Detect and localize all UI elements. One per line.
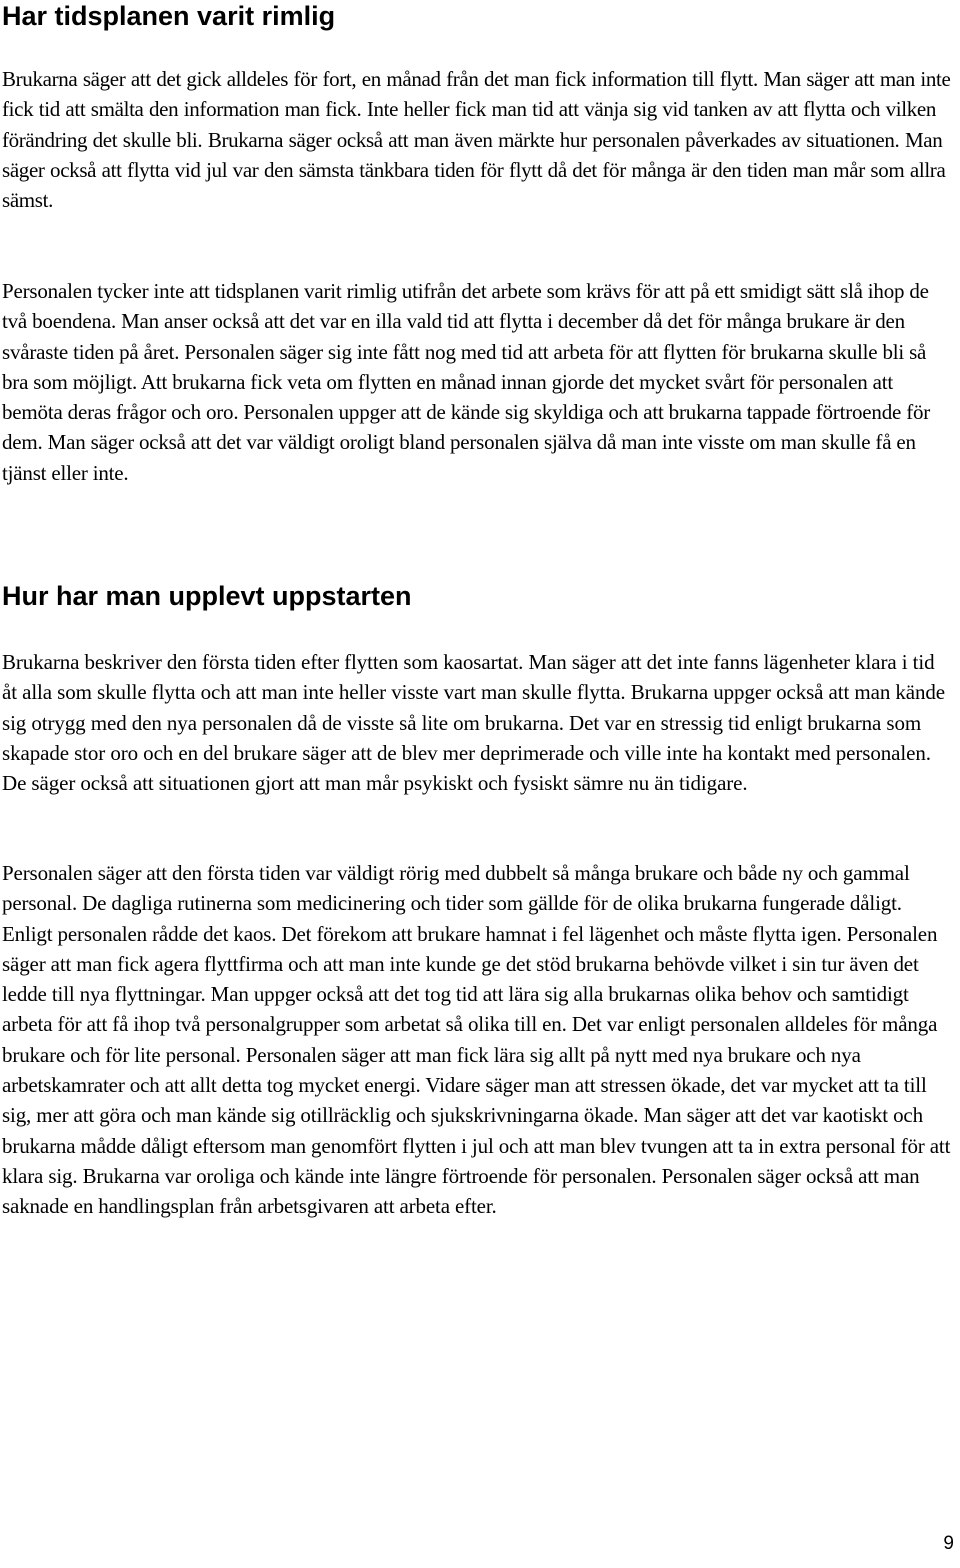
section-heading-uppstarten: Hur har man upplevt uppstarten (2, 581, 412, 611)
section-heading-tidsplanen: Har tidsplanen varit rimlig (2, 1, 336, 31)
paragraph-brukarna-uppstart: Brukarna beskriver den första tiden efter flytten som kaosartat. Man säger att det inte fanns lägenheter klara i tid åt alla som skulle flytta och att man inte heller visste vart man skulle flytta. Brukarna uppger också att man kände sig otrygg med den nya personalen då de visste så lite om brukarna. Det var en stressig tid enligt brukarna som skapade stor oro och en del brukare säger att de blev mer deprimerade och ville inte ha kontakt med personalen. De säger också att situationen gjort att man mår psykiskt och fysiskt sämre nu än tidigare. (2, 650, 946, 796)
page-number: 9 (943, 1533, 954, 1554)
paragraph-personalen-uppstart: Personalen säger att den första tiden var väldigt rörig med dubbelt så många brukare och både ny och gammal personal. De dagliga rutinerna som medicinering och tider som gällde för de olika brukarna fungerade dåligt. Enligt personalen rådde det kaos. Det förekom att brukare hamnat i fel lägenhet och måste flytta igen. Personalen säger att man fick agera flyttfirma och att man inte kunde ge det stöd brukarna behövde vilket i sin tur även det ledde till nya flyttningar. Man uppger också att det tog tid att lära sig alla brukarnas olika behov och samtidigt arbeta för att få ihop två personalgrupper som arbetat så olika till en. Det var enligt personalen alldeles för många brukare och för lite personal. Personalen säger att man fick lära sig allt på nytt med nya brukare och nya arbetskamrater och att allt detta tog mycket energi. Vidare säger man att stressen ökade, det var mycket att ta till sig, mer att göra och man kände sig otillräcklig och sjukskrivningarna ökade. Man säger att det var kaotiskt och brukarna mådde dåligt eftersom man genomfört flytten i jul och att man blev tvungen att ta in extra personal för att klara sig. Brukarna var oroliga och kände inte längre förtroende för personalen. Personalen säger också att man saknade en handlingsplan från arbetsgivaren att arbeta efter. (2, 861, 951, 1219)
paragraph-brukarna-tidsplan: Brukarna säger att det gick alldeles för fort, en månad från det man fick information till flytt. Man säger att man inte fick tid att smälta den information man fick. Inte heller fick man tid att vänja sig vid tanken av att flytta och vilken förändring det skulle bli. Brukarna säger också att man även märkte hur personalen påverkades av situationen. Man säger också att flytta vid jul var den sämsta tänkbara tiden för flytt då det för många är den tiden man mår som allra sämst. (2, 67, 951, 213)
paragraph-personalen-tidsplan: Personalen tycker inte att tidsplanen varit rimlig utifrån det arbete som krävs för att på ett smidigt sätt slå ihop de två boendena. Man anser också att det var en illa vald tid att flytta i december då det för många brukare är den svåraste tiden på året. Personalen säger sig inte fått nog med tid att arbeta för att flytten för brukarna skulle bli så bra som möjligt. Att brukarna fick veta om flytten en månad innan gjorde det mycket svårt för personalen att bemöta deras frågor och oro. Personalen uppger att de kände sig skyldiga och att brukarna tappade förtroende för dem. Man säger också att det var väldigt oroligt bland personalen själva då man inte visste om man skulle få en tjänst eller inte. (2, 279, 931, 485)
